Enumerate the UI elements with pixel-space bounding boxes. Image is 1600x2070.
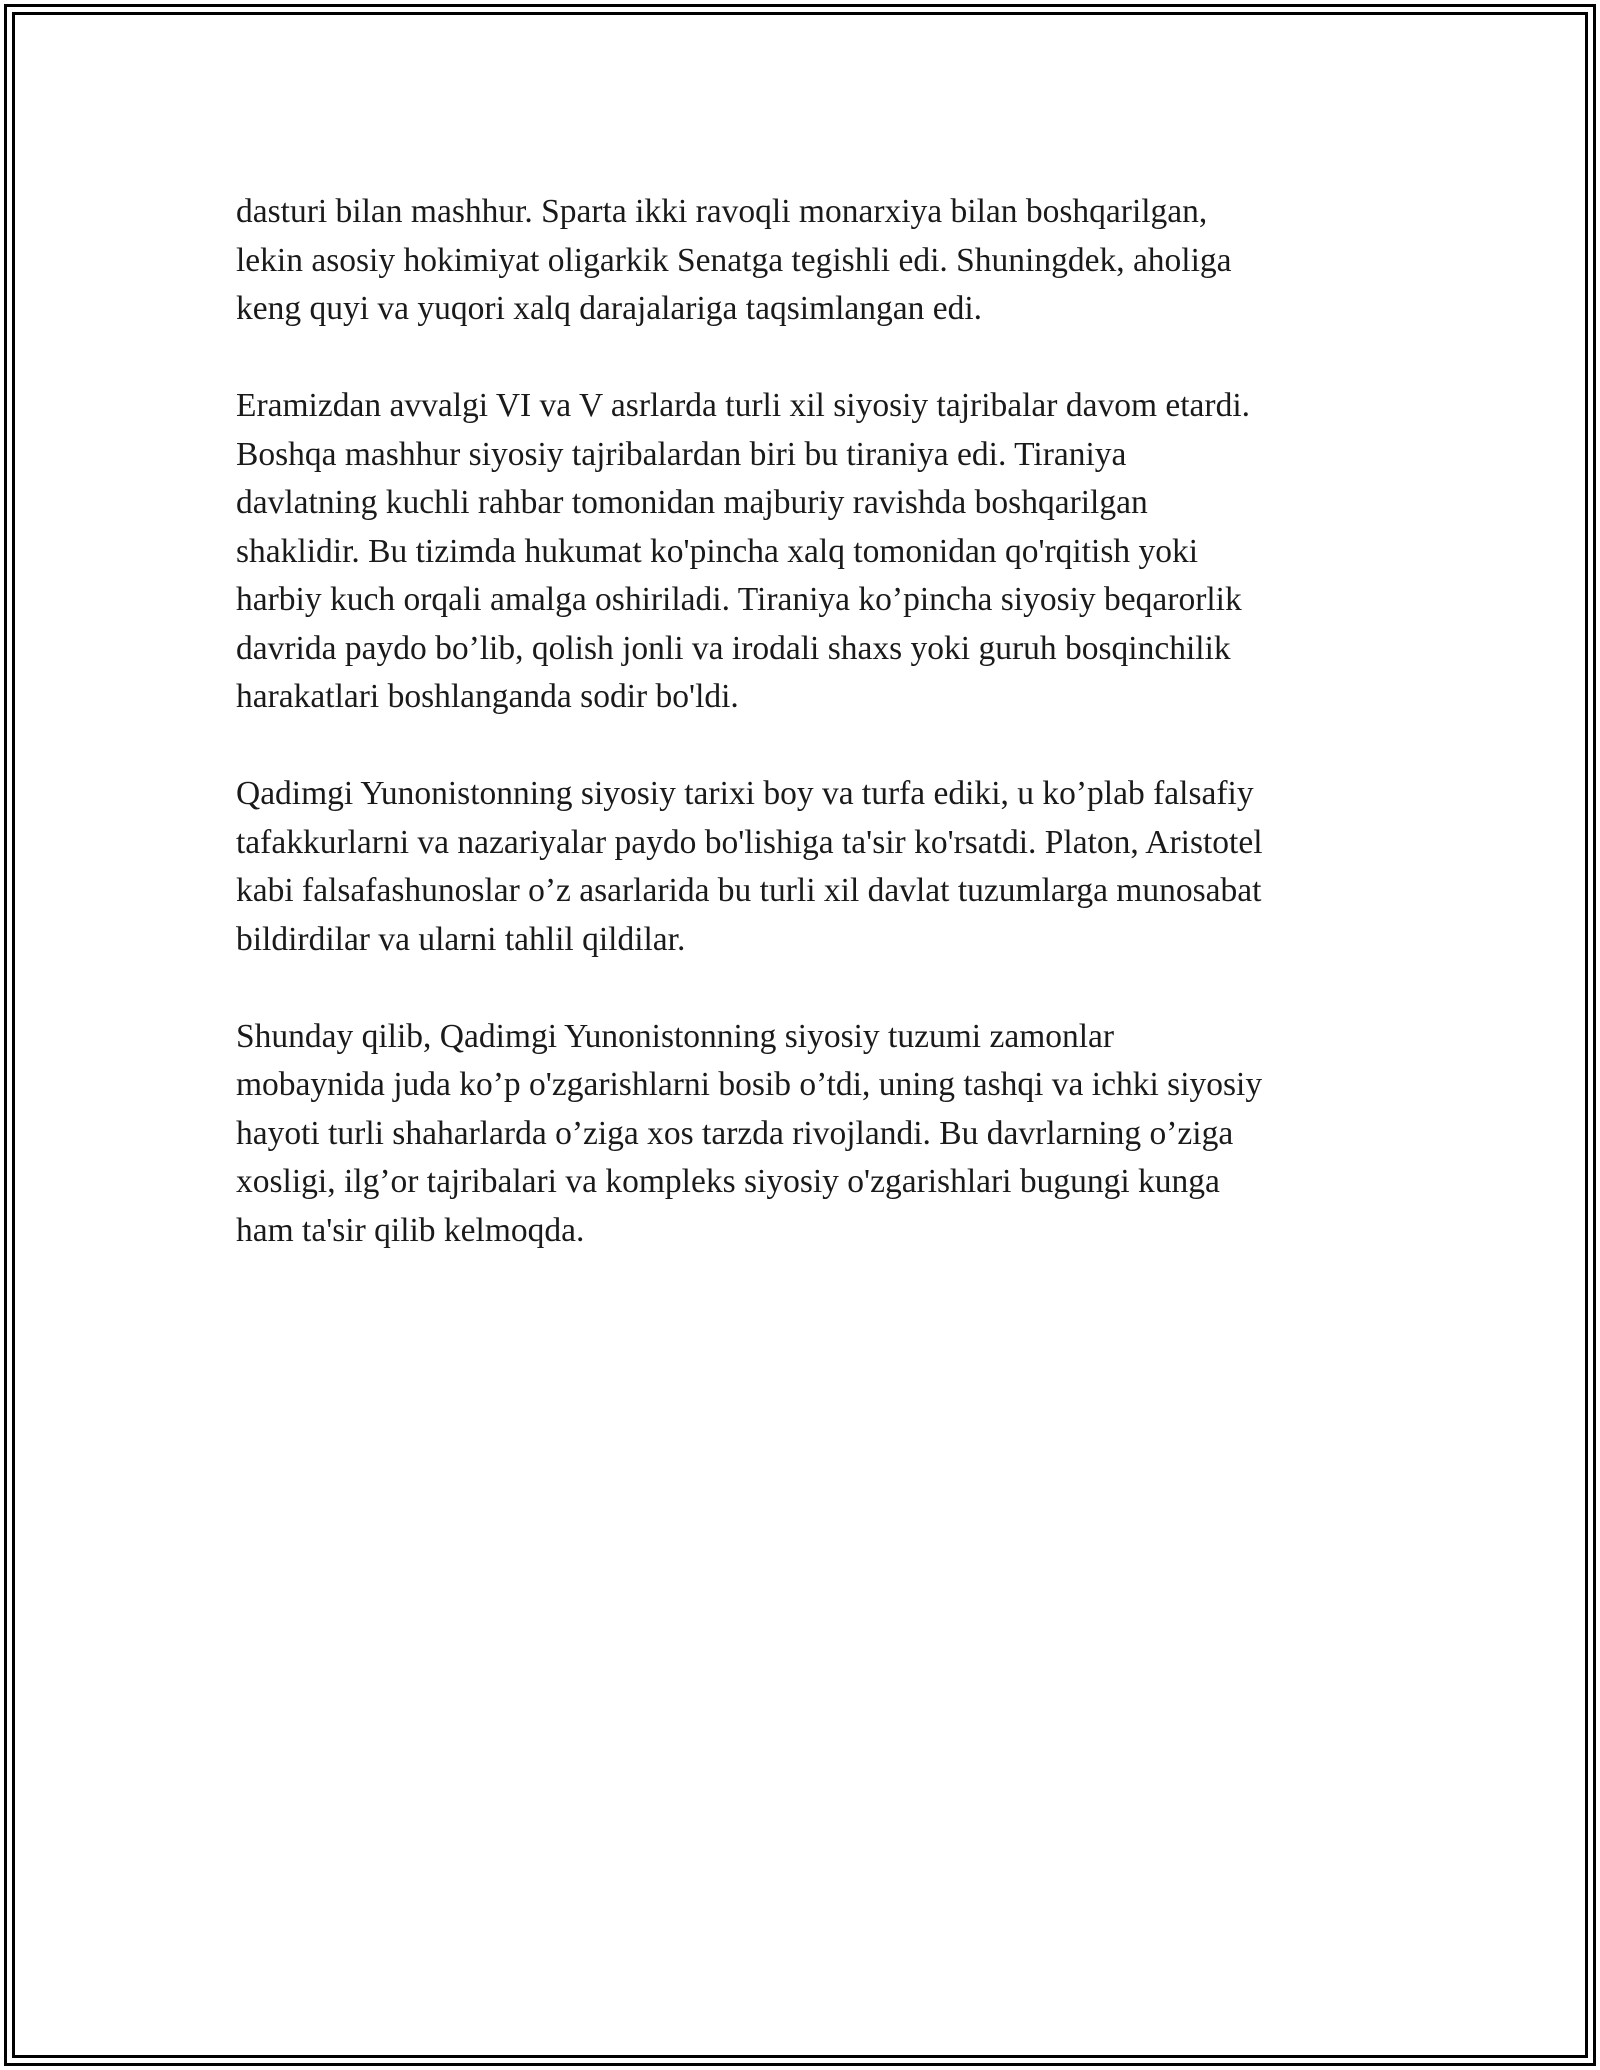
text-line: Boshqa mashhur siyosiy tajribalardan biri bu tiraniya edi. Tiraniya: [236, 435, 1127, 473]
paragraph-4: [236, 1013, 1366, 1256]
text-line: mobaynida juda ko’p o'zgarishlarni bosib o’tdi, uning tashqi va ichki siyosiy: [236, 1066, 1263, 1103]
paragraph-2: [236, 382, 1366, 722]
text-line: Shunday qilib, Qadimgi Yunonistonning siyosiy tuzumi zamonlar: [236, 1017, 1115, 1055]
paragraph-3: [236, 770, 1366, 964]
text-line: lekin asosiy hokimiyat oligarkik Senatga tegishli edi. Shuningdek, aholiga: [236, 241, 1232, 279]
text-line: keng quyi va yuqori xalq darajalariga taqsimlangan edi.: [236, 290, 983, 327]
text-line: Qadimgi Yunonistonning siyosiy tarixi boy va turfa ediki, u ko’plab falsafiy: [236, 775, 1254, 812]
text-line: davlatning kuchli rahbar tomonidan majburiy ravishda boshqarilgan: [236, 484, 1148, 521]
text-line: dasturi bilan mashhur. Sparta ikki ravoqli monarxiya bilan boshqarilgan,: [236, 193, 1208, 230]
document-body: [236, 188, 1366, 1304]
text-line: harakatlari boshlanganda sodir bo'ldi.: [236, 678, 739, 715]
text-line: tafakkurlarni va nazariyalar paydo bo'lishiga ta'sir ko'rsatdi. Platon, Aristotel: [236, 823, 1263, 861]
text-line: bildirdilar va ularni tahlil qildilar.: [236, 920, 686, 958]
text-line: harbiy kuch orqali amalga oshiriladi. Tiraniya ko’pincha siyosiy beqarorlik: [236, 581, 1242, 618]
text-line: davrida paydo bo’lib, qolish jonli va irodali shaxs yoki guruh bosqinchilik: [236, 629, 1231, 667]
text-line: shaklidir. Bu tizimda hukumat ko'pincha xalq tomonidan qo'rqitish yoki: [236, 532, 1199, 570]
text-line: kabi falsafashunoslar o’z asarlarida bu turli xil davlat tuzumlarga munosabat: [236, 872, 1262, 909]
text-line: Eramizdan avvalgi VI va V asrlarda turli xil siyosiy tajribalar davom etardi.: [236, 387, 1251, 424]
paragraph-1: [236, 188, 1366, 334]
text-line: ham ta'sir qilib kelmoqda.: [236, 1211, 585, 1249]
text-line: hayoti turli shaharlarda o’ziga xos tarzda rivojlandi. Bu davrlarning o’ziga: [236, 1114, 1234, 1152]
text-line: xosligi, ilg’or tajribalari va kompleks siyosiy o'zgarishlari bugungi kunga: [236, 1163, 1220, 1200]
